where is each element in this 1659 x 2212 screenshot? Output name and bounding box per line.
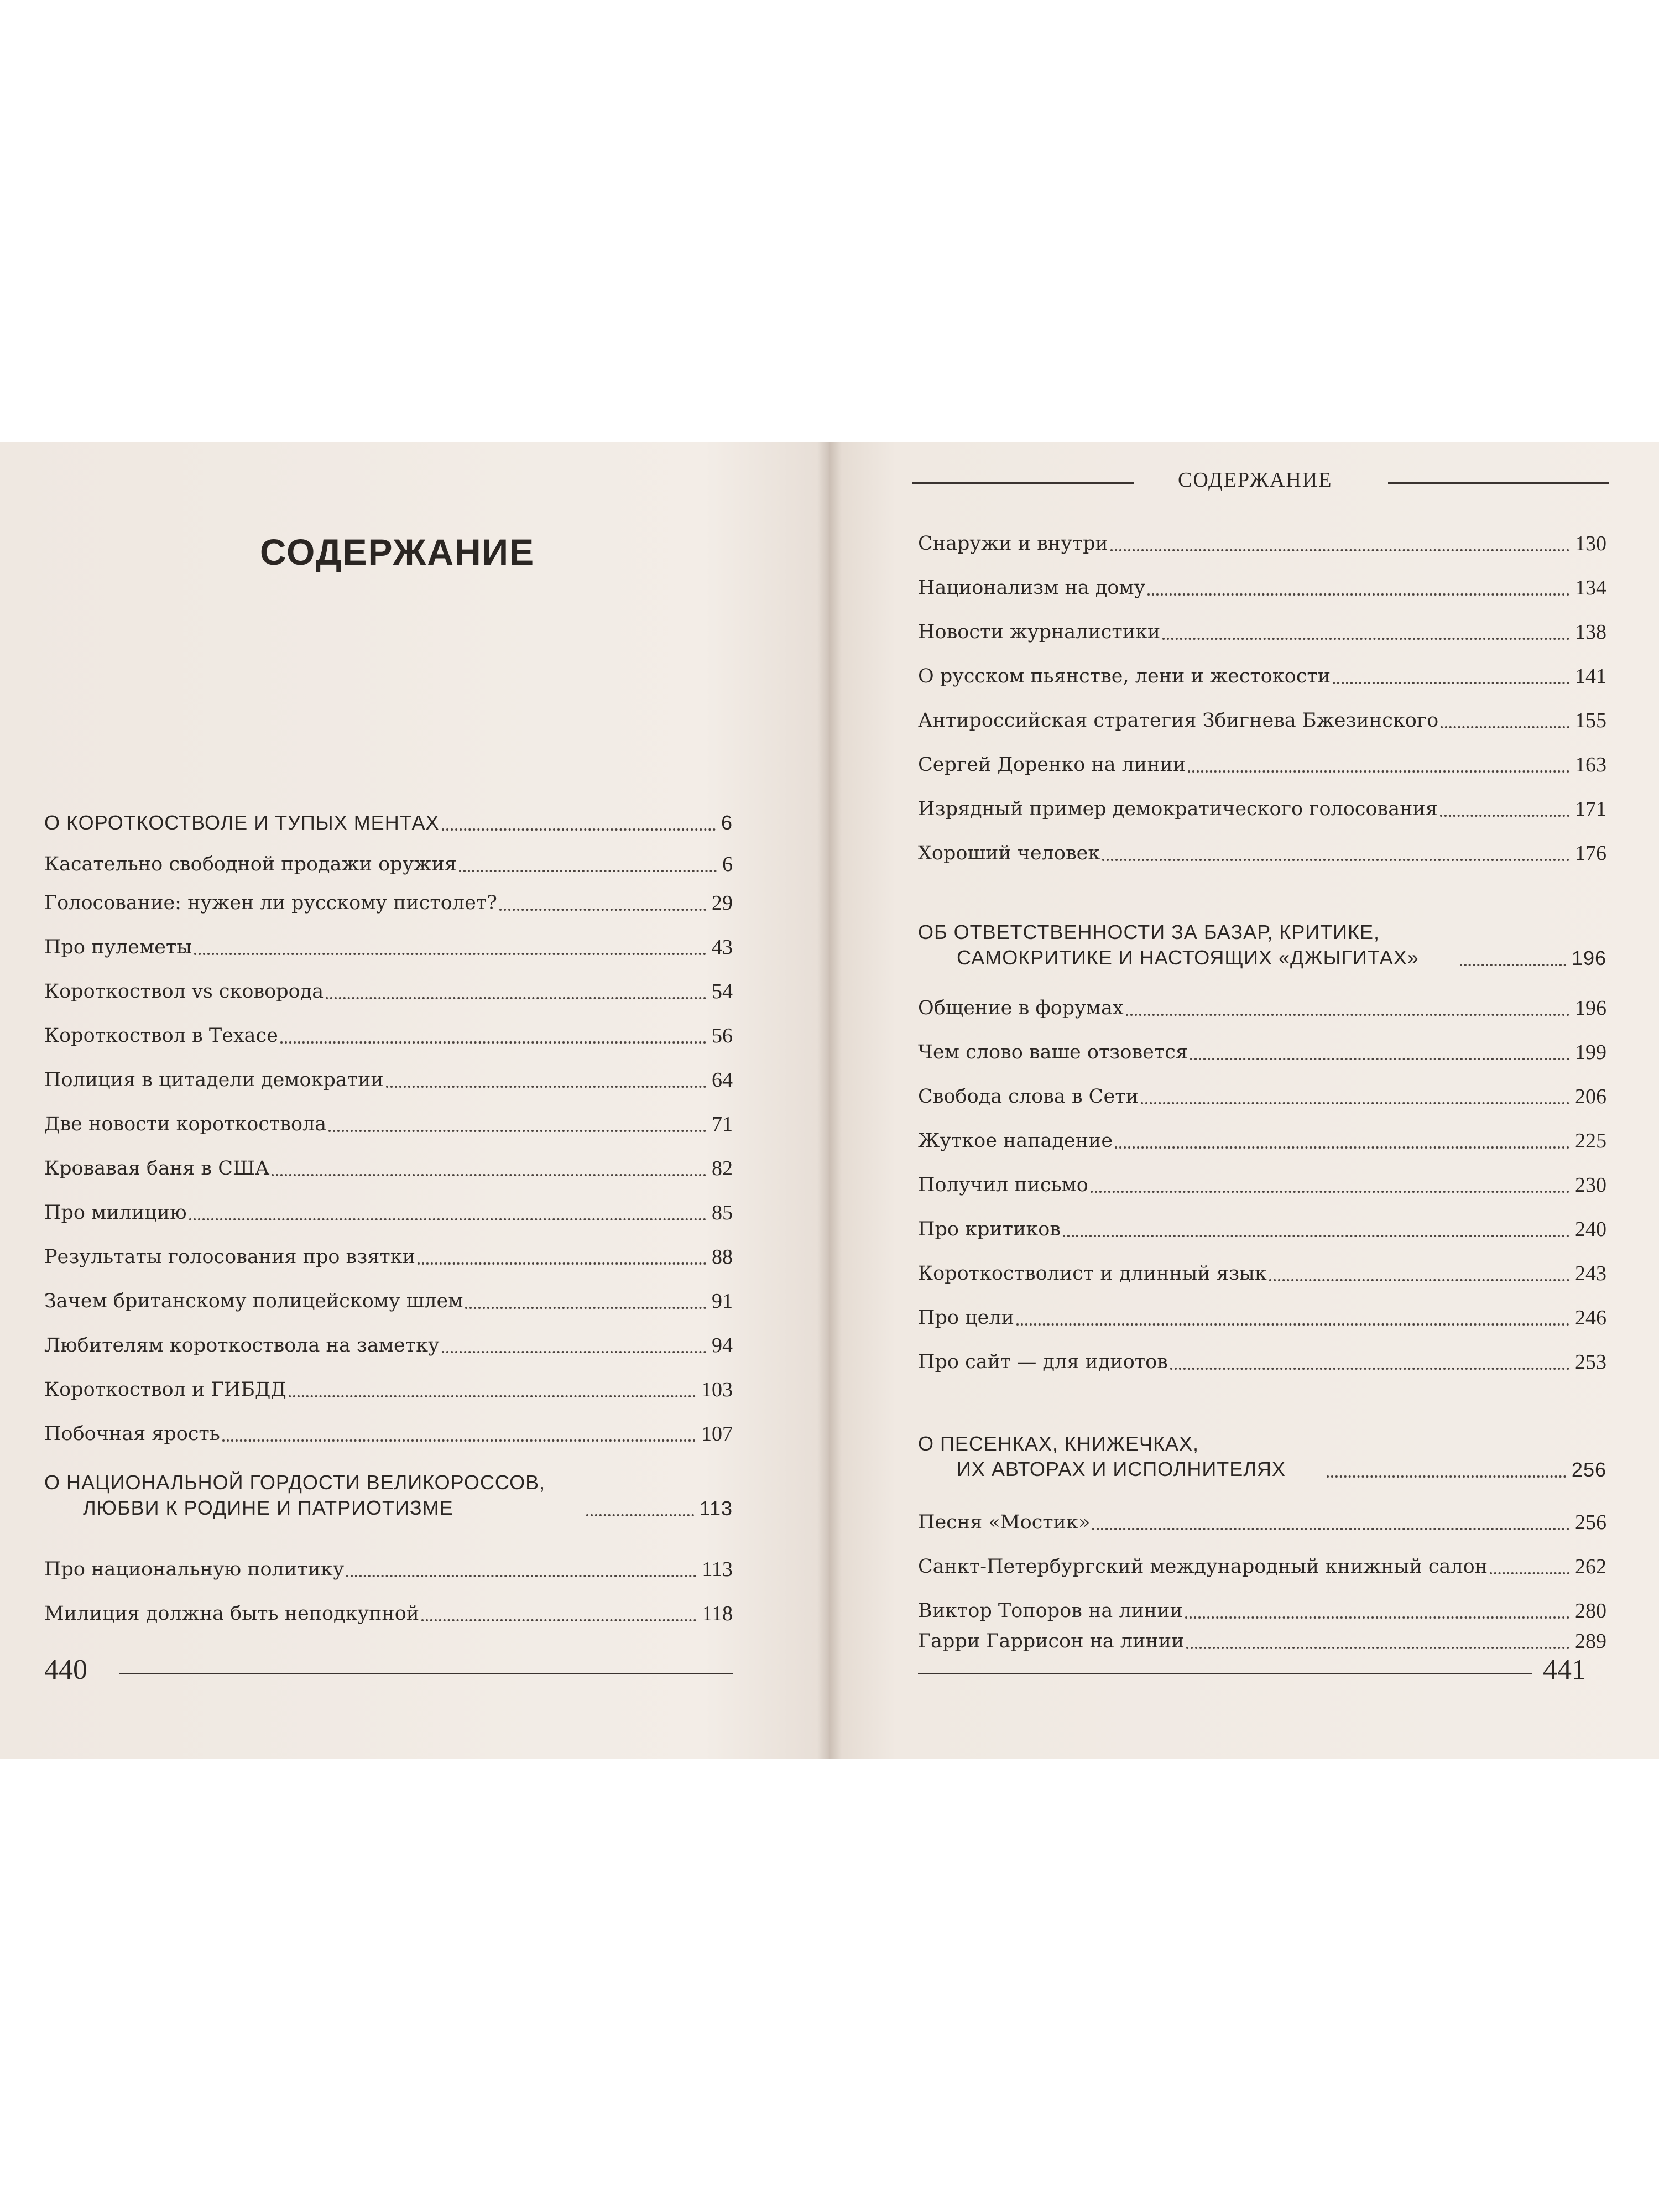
toc-entry-title: Короткоствол vs сковорода [44,980,324,1003]
toc-entry-page: 88 [712,1245,733,1269]
toc-entry-page: 243 [1575,1262,1606,1285]
toc-leader-dots [289,1395,696,1397]
toc-leader-dots [1185,1616,1569,1619]
toc-entry [918,1546,1606,1579]
toc-entry-title [918,1431,1286,1482]
toc-entry-title: Короткоствол в Техасе [44,1025,278,1047]
toc-entry [918,1208,1606,1241]
toc-entry-page: 171 [1575,797,1606,821]
toc-leader-dots [189,1218,706,1220]
toc-leader-dots [1147,593,1569,596]
toc-entry-page: 118 [702,1602,733,1625]
toc-entry [918,788,1606,821]
toc-entry-page: 82 [712,1157,733,1180]
toc-entry-page: 163 [1575,753,1606,776]
toc-entry [918,1590,1606,1623]
page-number-right: 441 [1543,1654,1586,1686]
toc-entry-page: 103 [701,1378,733,1401]
running-head-right: СОДЕРЖАНИЕ [1178,468,1333,492]
toc-entry [918,1031,1606,1065]
toc-entry-title: Общение в форумах [918,997,1124,1019]
toc-leader-dots [280,1041,706,1044]
toc-entry-page: 54 [712,980,733,1003]
toc-entry [918,1120,1606,1153]
toc-entry-title: Новости журналистики [918,621,1161,643]
toc-leader-dots [1490,1572,1569,1574]
toc-entry-title: О КОРОТКОСТВОЛЕ И ТУПЫХ МЕНТАХ [44,811,440,834]
toc-entry-title: Голосование: нужен ли русскому пистолет? [44,892,497,914]
toc-entry-page: 85 [712,1201,733,1224]
toc-entry-title: Любителям короткоствола на заметку [44,1334,440,1357]
toc-leader-dots [421,1619,696,1621]
toc-entry-title: О русском пьянстве, лени и жестокости [918,665,1331,687]
toc-entry-title-line1: ОБ ОТВЕТСТВЕННОСТИ ЗА БАЗАР, КРИТИКЕ, [918,921,1380,943]
toc-leader-dots [1441,726,1569,728]
toc-entry [44,1324,733,1358]
toc-entry [44,1548,733,1582]
toc-entry-page: 64 [712,1068,733,1092]
toc-entry-title: Побочная ярость [44,1423,220,1445]
toc-leader-dots [586,1514,693,1516]
toc-entry-page: 29 [712,891,733,915]
toc-entry [918,744,1606,777]
toc-entry [44,1059,733,1092]
toc-entry-title: Сергей Доренко на линии [918,754,1186,776]
toc-entry [918,655,1606,688]
toc-leader-dots [1186,1647,1569,1649]
toc-leader-dots [465,1307,706,1309]
toc-entry [918,1501,1606,1535]
toc-entry [44,882,733,915]
toc-entry [44,1280,733,1313]
toc-entry-page: 56 [712,1024,733,1047]
toc-leader-dots [418,1262,706,1265]
toc-entry [44,1192,733,1225]
toc-entry [44,843,733,877]
toc-right [918,442,1606,1714]
toc-entry [44,1369,733,1402]
toc-entry-title: Про милицию [44,1202,187,1224]
toc-entry-title: Гарри Гаррисон на линии [918,1630,1185,1652]
toc-entry-title: Свобода слова в Сети [918,1086,1139,1108]
toc-entry-page: 94 [712,1334,733,1357]
toc-entry-page: 196 [1575,997,1606,1020]
toc-entry-title-line2: ЛЮБВИ К РОДИНЕ И ПАТРИОТИЗМЕ [83,1496,453,1519]
toc-entry-title: Антироссийская стратегия Збигнева Бжезинского [918,709,1439,732]
toc-entry [918,523,1606,556]
toc-leader-dots [326,997,706,999]
toc-entry-page: 230 [1575,1173,1606,1197]
toc-section-entry [44,802,733,835]
toc-entry-title: Короткостволист и длинный язык [918,1262,1267,1285]
toc-entry [918,1076,1606,1109]
toc-leader-dots [442,828,716,831]
toc-entry-title: Результаты голосования про взятки [44,1246,415,1268]
toc-entry-title: Про пулеметы [44,936,192,958]
toc-entry-page: 6 [722,853,733,876]
toc-section-entry [918,915,1606,971]
page-number-left: 440 [44,1654,87,1686]
left-page [0,442,830,1759]
toc-entry-page: 91 [712,1290,733,1313]
toc-leader-dots [1170,1368,1569,1370]
toc-entry-page: 262 [1575,1555,1606,1578]
toc-leader-dots [1091,1191,1569,1193]
toc-entry-title: Полиция в цитадели демократии [44,1069,384,1091]
toc-leader-dots [1162,638,1569,640]
toc-entry [44,971,733,1004]
toc-entry-page: 176 [1575,842,1606,865]
toc-leader-dots [328,1130,706,1132]
toc-entry [918,1620,1606,1653]
toc-entry-page: 43 [712,936,733,959]
toc-entry-title: Виктор Топоров на линии [918,1600,1183,1622]
toc-entry-page: 138 [1575,620,1606,644]
toc-entry-title: Милиция должна быть неподкупной [44,1603,420,1625]
toc-entry-title: Касательно свободной продажи оружия [44,853,457,875]
toc-entry-page: 6 [721,811,733,834]
toc-section-entry [918,1427,1606,1482]
toc-entry [44,926,733,959]
toc-leader-dots [499,909,706,911]
toc-entry-page: 141 [1575,665,1606,688]
toc-entry-title-line2: ИХ АВТОРАХ И ИСПОЛНИТЕЛЯХ [957,1458,1286,1480]
toc-entry-page: 113 [702,1558,733,1581]
book-spread [0,442,1659,1759]
toc-entry-page: 253 [1575,1350,1606,1374]
toc-entry-title: Кровавая баня в США [44,1157,270,1180]
toc-entry-title: Чем слово ваше отзовется [918,1041,1188,1063]
toc-entry-title: Две новости короткоствола [44,1113,327,1135]
toc-entry [918,1253,1606,1286]
toc-entry [44,1413,733,1446]
toc-entry-page: 130 [1575,532,1606,555]
toc-leader-dots [346,1575,696,1577]
toc-entry-page: 199 [1575,1041,1606,1064]
toc-entry-title: Про национальную политику [44,1558,345,1580]
toc-leader-dots [1126,1014,1569,1016]
toc-entry-page: 206 [1575,1085,1606,1108]
toc-entry-title-line1: О НАЦИОНАЛЬНОЙ ГОРДОСТИ ВЕЛИКОРОССОВ, [44,1471,546,1494]
toc-entry-title: Короткоствол и ГИБДД [44,1379,286,1401]
toc-entry-page: 256 [1571,1458,1606,1481]
toc-leader-dots [1016,1323,1569,1326]
right-page [830,442,1659,1759]
toc-entry-page: 246 [1575,1306,1606,1329]
toc-leader-dots [1333,682,1569,684]
toc-entry-page: 196 [1571,947,1606,969]
toc-entry-page: 155 [1575,709,1606,732]
toc-leader-dots [1102,859,1569,861]
toc-entry [918,611,1606,644]
toc-leader-dots [272,1174,706,1176]
toc-entry [918,1341,1606,1374]
toc-entry-title: Национализм на дому [918,577,1146,599]
toc-entry-page: 225 [1575,1129,1606,1152]
toc-leader-dots [1115,1146,1569,1149]
toc-entry-page: 256 [1575,1511,1606,1534]
toc-leader-dots [386,1086,706,1088]
toc-leader-dots [1188,770,1569,773]
toc-entry-title: Зачем британскому полицейскому шлем [44,1290,463,1312]
toc-entry-title-line2: САМОКРИТИКЕ И НАСТОЯЩИХ «ДЖЫГИТАХ» [957,946,1419,969]
toc-leader-dots [222,1439,696,1442]
toc-leader-dots [1141,1102,1569,1104]
toc-entry-title: Хороший человек [918,842,1100,864]
toc-entry-page: 134 [1575,576,1606,599]
toc-entry [918,700,1606,733]
toc-leader-dots [194,953,706,955]
toc-entry [44,1015,733,1048]
toc-entry-page: 107 [701,1422,733,1446]
toc-entry-title: Снаружи и внутри [918,533,1108,555]
toc-entry [918,567,1606,600]
toc-leader-dots [442,1351,706,1353]
toc-entry [918,1164,1606,1197]
toc-entry-page: 113 [699,1497,733,1520]
toc-entry [44,1147,733,1181]
toc-entry-title-line1: О ПЕСЕНКАХ, КНИЖЕЧКАХ, [918,1432,1199,1455]
toc-leader-dots [1092,1528,1569,1530]
toc-leader-dots [1110,549,1569,551]
toc-entry-title: Про цели [918,1307,1014,1329]
toc-entry-title [44,1470,545,1521]
footer-rule-left [119,1673,733,1674]
toc-entry [918,832,1606,865]
toc-entry-title: Жуткое нападение [918,1130,1113,1152]
toc-leader-dots [1063,1235,1569,1237]
toc-entry-title: Санкт-Петербургский международный книжный салон [918,1556,1488,1578]
toc-entry [918,1297,1606,1330]
page-title: СОДЕРЖАНИЕ [260,531,535,572]
toc-entry-title: Получил письмо [918,1174,1088,1196]
toc-entry-title: Изрядный пример демократического голосования [918,798,1438,820]
book-gutter [817,442,842,1759]
toc-entry-page: 289 [1575,1630,1606,1653]
toc-leader-dots [1190,1058,1569,1060]
toc-entry [918,987,1606,1020]
toc-entry-title: Песня «Мостик» [918,1511,1091,1533]
toc-entry-title [918,920,1419,971]
toc-entry [44,1236,733,1269]
toc-leader-dots [459,870,717,872]
toc-entry-page: 280 [1575,1599,1606,1623]
toc-entry-title: Про критиков [918,1218,1061,1240]
toc-entry [44,1103,733,1136]
toc-entry-page: 71 [712,1113,733,1136]
toc-entry-title: Про сайт — для идиотов [918,1351,1168,1373]
toc-entry [44,1593,733,1626]
toc-section-entry [44,1465,733,1521]
toc-leader-dots [1269,1279,1569,1281]
toc-leader-dots [1440,815,1569,817]
toc-leader-dots [1460,964,1566,966]
toc-left [44,442,733,1714]
toc-leader-dots [1327,1475,1566,1478]
toc-entry-page: 240 [1575,1218,1606,1241]
footer-rule-right [918,1673,1532,1674]
